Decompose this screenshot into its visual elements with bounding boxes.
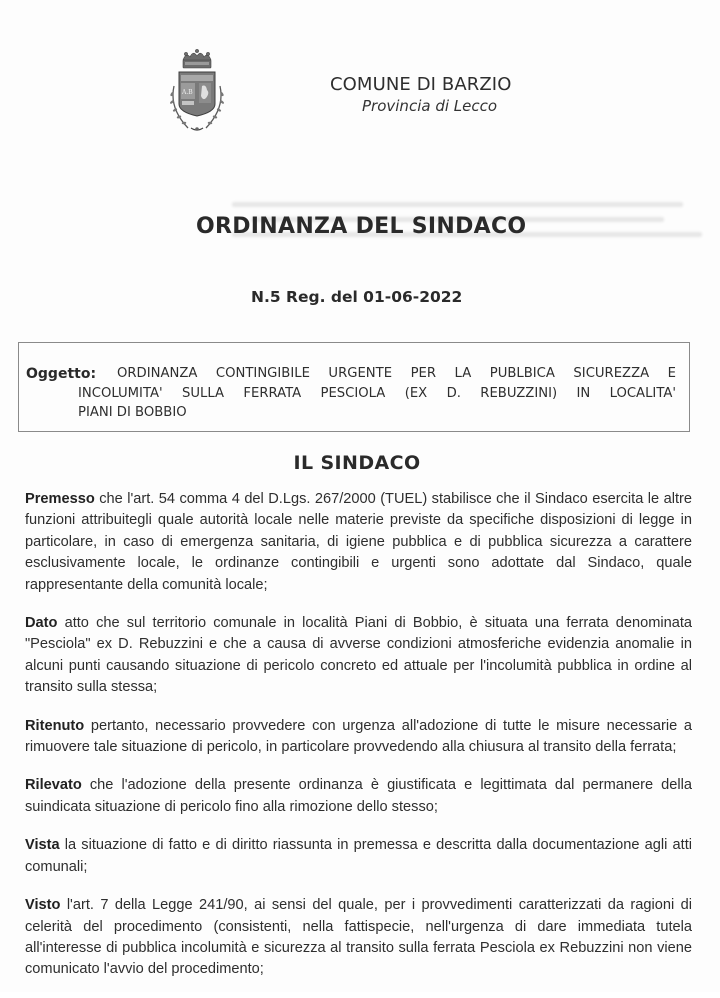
paragraph-line: transito sulla stessa; <box>25 679 158 696</box>
paragraph-text: l'art. 7 della Legge 241/90, ai sensi del quale, per i provvedimenti caratterizzati da ragioni di <box>60 897 692 914</box>
paragraph-keyword: Ritenuto <box>25 717 85 734</box>
paragraph-text: pertanto, necessario provvedere con urgenza all'adozione di tutte le misure necessarie a <box>84 717 692 734</box>
paragraph-line: suindicata situazione di pericolo fino alla rimozione dello stesso; <box>25 798 438 815</box>
paragraph-vista <box>25 835 692 878</box>
subject-line: PIANI DI BOBBIO <box>78 405 187 420</box>
registration-number: N.5 Reg. del 01-06-2022 <box>251 288 463 306</box>
paragraph-keyword: Premesso <box>25 491 95 507</box>
paragraph-line: all'interesse di pubblica incolumità e sicurezza al transito sulla ferrata Pesciola ex Rebuzzini non viene <box>25 939 692 956</box>
paragraph-keyword: Visto <box>25 897 61 914</box>
paragraph-dato <box>25 613 692 699</box>
paragraph-text: atto che sul territorio comunale in località Piani di Bobbio, è situata una ferrata denominata <box>57 615 692 632</box>
subject-line: INCOLUMITA' SULLA FERRATA PESCIOLA (EX D. REBUZZINI) IN LOCALITA' <box>78 385 676 401</box>
paragraph-line <box>25 895 692 916</box>
paragraph-line: particolare, in caso di emergenza sanitaria, di igiene pubblica e di pubblica sicurezza a carattere <box>25 533 692 550</box>
subject-label: Oggetto: <box>26 366 97 382</box>
paragraph-text: la situazione di fatto e di diritto riassunta in premessa e descritta dalla documentazione agli atti <box>59 837 692 854</box>
document-title: ORDINANZA DEL SINDACO <box>196 214 527 239</box>
paragraph-line <box>25 716 692 737</box>
paragraph-keyword: Vista <box>25 837 60 854</box>
shield-icon <box>179 72 215 116</box>
section-heading-text: IL SINDACO <box>293 452 421 474</box>
section-heading <box>0 452 720 474</box>
paragraph-line: funzioni attribuitegli quale autorità locale nelle materie previste da specifiche disposizioni di legge in <box>25 512 692 529</box>
paragraph-line: alcuni punti causando situazione di pericolo concreto ed attuale per l'incolumità pubblica in ordine al <box>25 657 692 674</box>
subject-text <box>78 364 676 423</box>
coat-of-arms-icon <box>166 46 228 136</box>
paragraph-line: rimuovere tale situazione di pericolo, in particolare provvedendo alla chiusura al transito della ferrata; <box>25 739 677 756</box>
paragraph-keyword: Dato <box>25 615 58 632</box>
paragraph-line <box>25 489 692 510</box>
paragraph-line: "Pesciola" ex D. Rebuzzini e che a causa di avverse condizioni atmosferiche evidenzia anomalie in <box>25 636 692 653</box>
paragraph-line <box>25 613 692 634</box>
document-body <box>25 489 692 998</box>
paragraph-ritenuto <box>25 716 692 759</box>
subject-line: ORDINANZA CONTINGIBILE URGENTE PER LA PUBLBICA SICUREZZA E <box>117 366 676 381</box>
paragraph-line: celerità del procedimento (consistenti, nella fattispecie, nell'urgenza di dare immediata tutela <box>25 918 692 935</box>
crown-icon <box>183 49 211 68</box>
paragraph-text: che l'adozione della presente ordinanza è giustificata e legittimata dal permanere della <box>81 777 692 794</box>
province-name: Provincia di Lecco <box>362 97 498 115</box>
svg-text:A.B: A.B <box>182 89 193 96</box>
paragraph-keyword: Rilevato <box>25 777 82 794</box>
municipality-name: COMUNE DI BARZIO <box>330 74 512 95</box>
paragraph-line: rappresentante della comunità locale; <box>25 576 268 593</box>
paragraph-premesso <box>25 489 692 596</box>
paragraph-line <box>25 835 692 856</box>
paragraph-line: esclusivamente locale, le ordinanze contingibili e urgenti sono adottate dal Sindaco, quale <box>25 555 692 572</box>
paragraph-rilevato <box>25 775 692 818</box>
paragraph-visto <box>25 895 692 981</box>
paragraph-line: comunicato l'avvio del procedimento; <box>25 961 264 978</box>
paragraph-line: comunali; <box>25 858 88 875</box>
paragraph-line <box>25 775 692 796</box>
paragraph-text: che l'art. 54 comma 4 del D.Lgs. 267/2000 (TUEL) stabilisce che il Sindaco esercita le altre <box>94 491 692 507</box>
